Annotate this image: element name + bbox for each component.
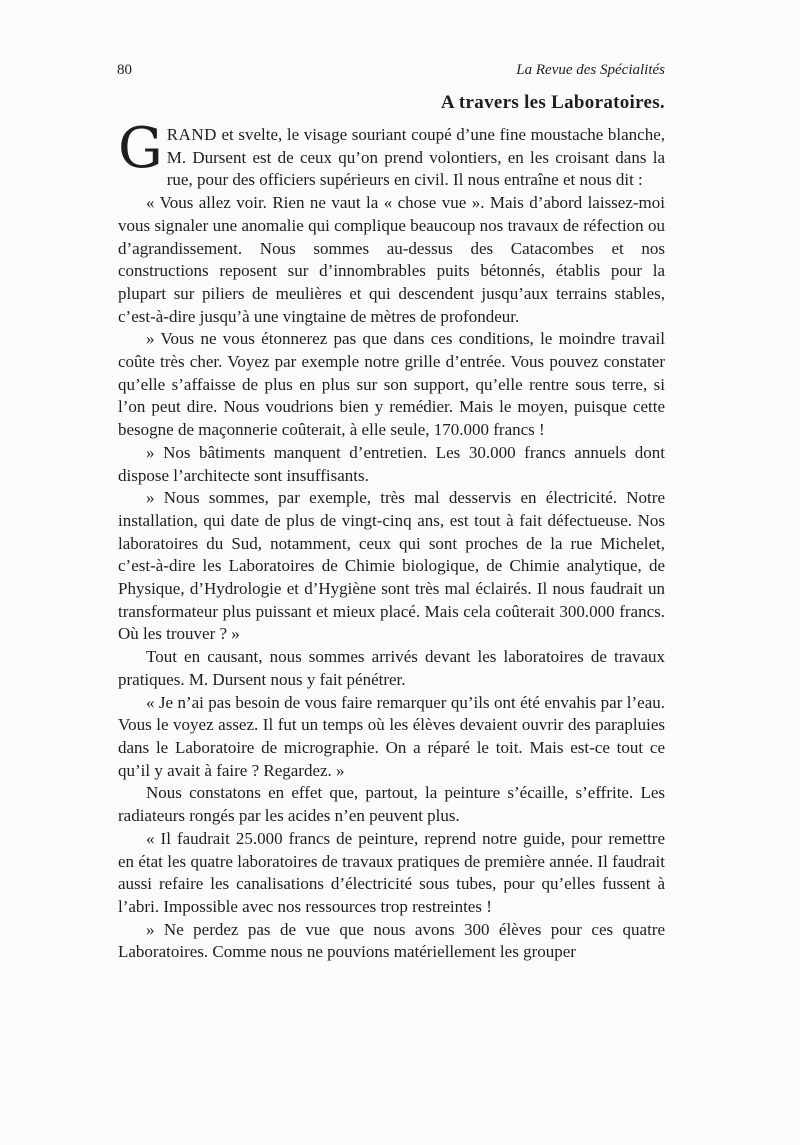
journal-title: La Revue des Spécialités (516, 62, 665, 78)
drop-cap: G (118, 116, 163, 181)
paragraph-1-text: et svelte, le visage souriant coupé d’une fine moustache blanche, M. Dursent est de ceux qu’on prend volontiers, en les croisant dans la rue, pour des officiers supérieurs en civil. Il nous entraîne et nous dit : (166, 125, 665, 190)
article-title: A travers les Laboratoires. (440, 92, 665, 113)
paragraph-9: « Il faudrait 25.000 francs de peinture, reprend notre guide, pour remettre en état les quatre laboratoires de travaux pratiques de première année. Il faudrait aussi refaire les canalisations d’électricité sous tubes, pour qu’elles fussent à l’abri. Impossible avec nos ressources trop restreintes ! (118, 828, 665, 916)
paragraph-7: « Je n’ai pas besoin de vous faire remarquer qu’ils ont été envahis par l’eau. Vous le voyez assez. Il fut un temps où les élèves devaient ouvrir des parapluies dans le Laboratoire de micrographie. On a réparé le toit. Mais est-ce tout ce qu’il y avait à faire ? Regardez. » (118, 692, 665, 780)
first-word-rest: RAND (166, 125, 217, 144)
paragraph-1 (118, 116, 665, 192)
paragraph-6: Tout en causant, nous sommes arrivés devant les laboratoires de travaux pratiques. M. Dursent nous y fait pénétrer. (118, 647, 665, 689)
running-header (117, 60, 665, 80)
article-body (118, 116, 665, 964)
paragraph-4: » Nos bâtiments manquent d’entretien. Les 30.000 francs annuels dont dispose l’architecte sont insuffisants. (118, 442, 665, 485)
page-number: 80 (117, 62, 132, 78)
paragraph-10: » Ne perdez pas de vue que nous avons 300 élèves pour ces quatre Laboratoires. Comme nous ne pouvions matériellement les grouper (118, 919, 665, 962)
paragraph-2: « Vous allez voir. Rien ne vaut la « chose vue ». Mais d’abord laissez-moi vous signaler une anomalie qui complique beaucoup nos travaux de réfection ou d’agrandissement. Nous sommes au-dessus des Catacombes et nos constructions reposent sur d’innombrables puits bétonnés, établis pour la plupart sur piliers de meulières et qui descendent jusqu’aux terrains stables, c’est-à-dire jusqu’à une vingtaine de mètres de profondeur. (118, 193, 665, 326)
paragraph-8: Nous constatons en effet que, partout, la peinture s’écaille, s’effrite. Les radiateurs rongés par les acides n’en peuvent plus. (118, 783, 665, 826)
paragraph-5: » Nous sommes, par exemple, très mal desservis en électricité. Notre installation, qui date de plus de vingt-cinq ans, est tout à fait défectueuse. Nos laboratoires du Sud, notamment, ceux qui sont proches de la rue Michelet, c’est-à-dire les Laboratoires de Chimie biologique, de Chimie analytique, de Physique, d’Hydrologie et d’Hygiène sont très mal éclairés. Il nous faudrait un transformateur plus puissant et mieux placé. Mais cela coûterait 300.000 francs. Où les trouver ? » (118, 488, 665, 644)
paragraph-3: » Vous ne vous étonnerez pas que dans ces conditions, le moindre travail coûte très cher. Voyez par exemple notre grille d’entrée. Vous pouvez constater qu’elle s’affaisse de plus en plus sur son support, qu’elle rentre sous terre, si l’on peut dire. Nous voudrions bien y remédier. Mais le moyen, puisque cette besogne de maçonnerie coûterait, à elle seule, 170.000 francs ! (118, 329, 665, 440)
